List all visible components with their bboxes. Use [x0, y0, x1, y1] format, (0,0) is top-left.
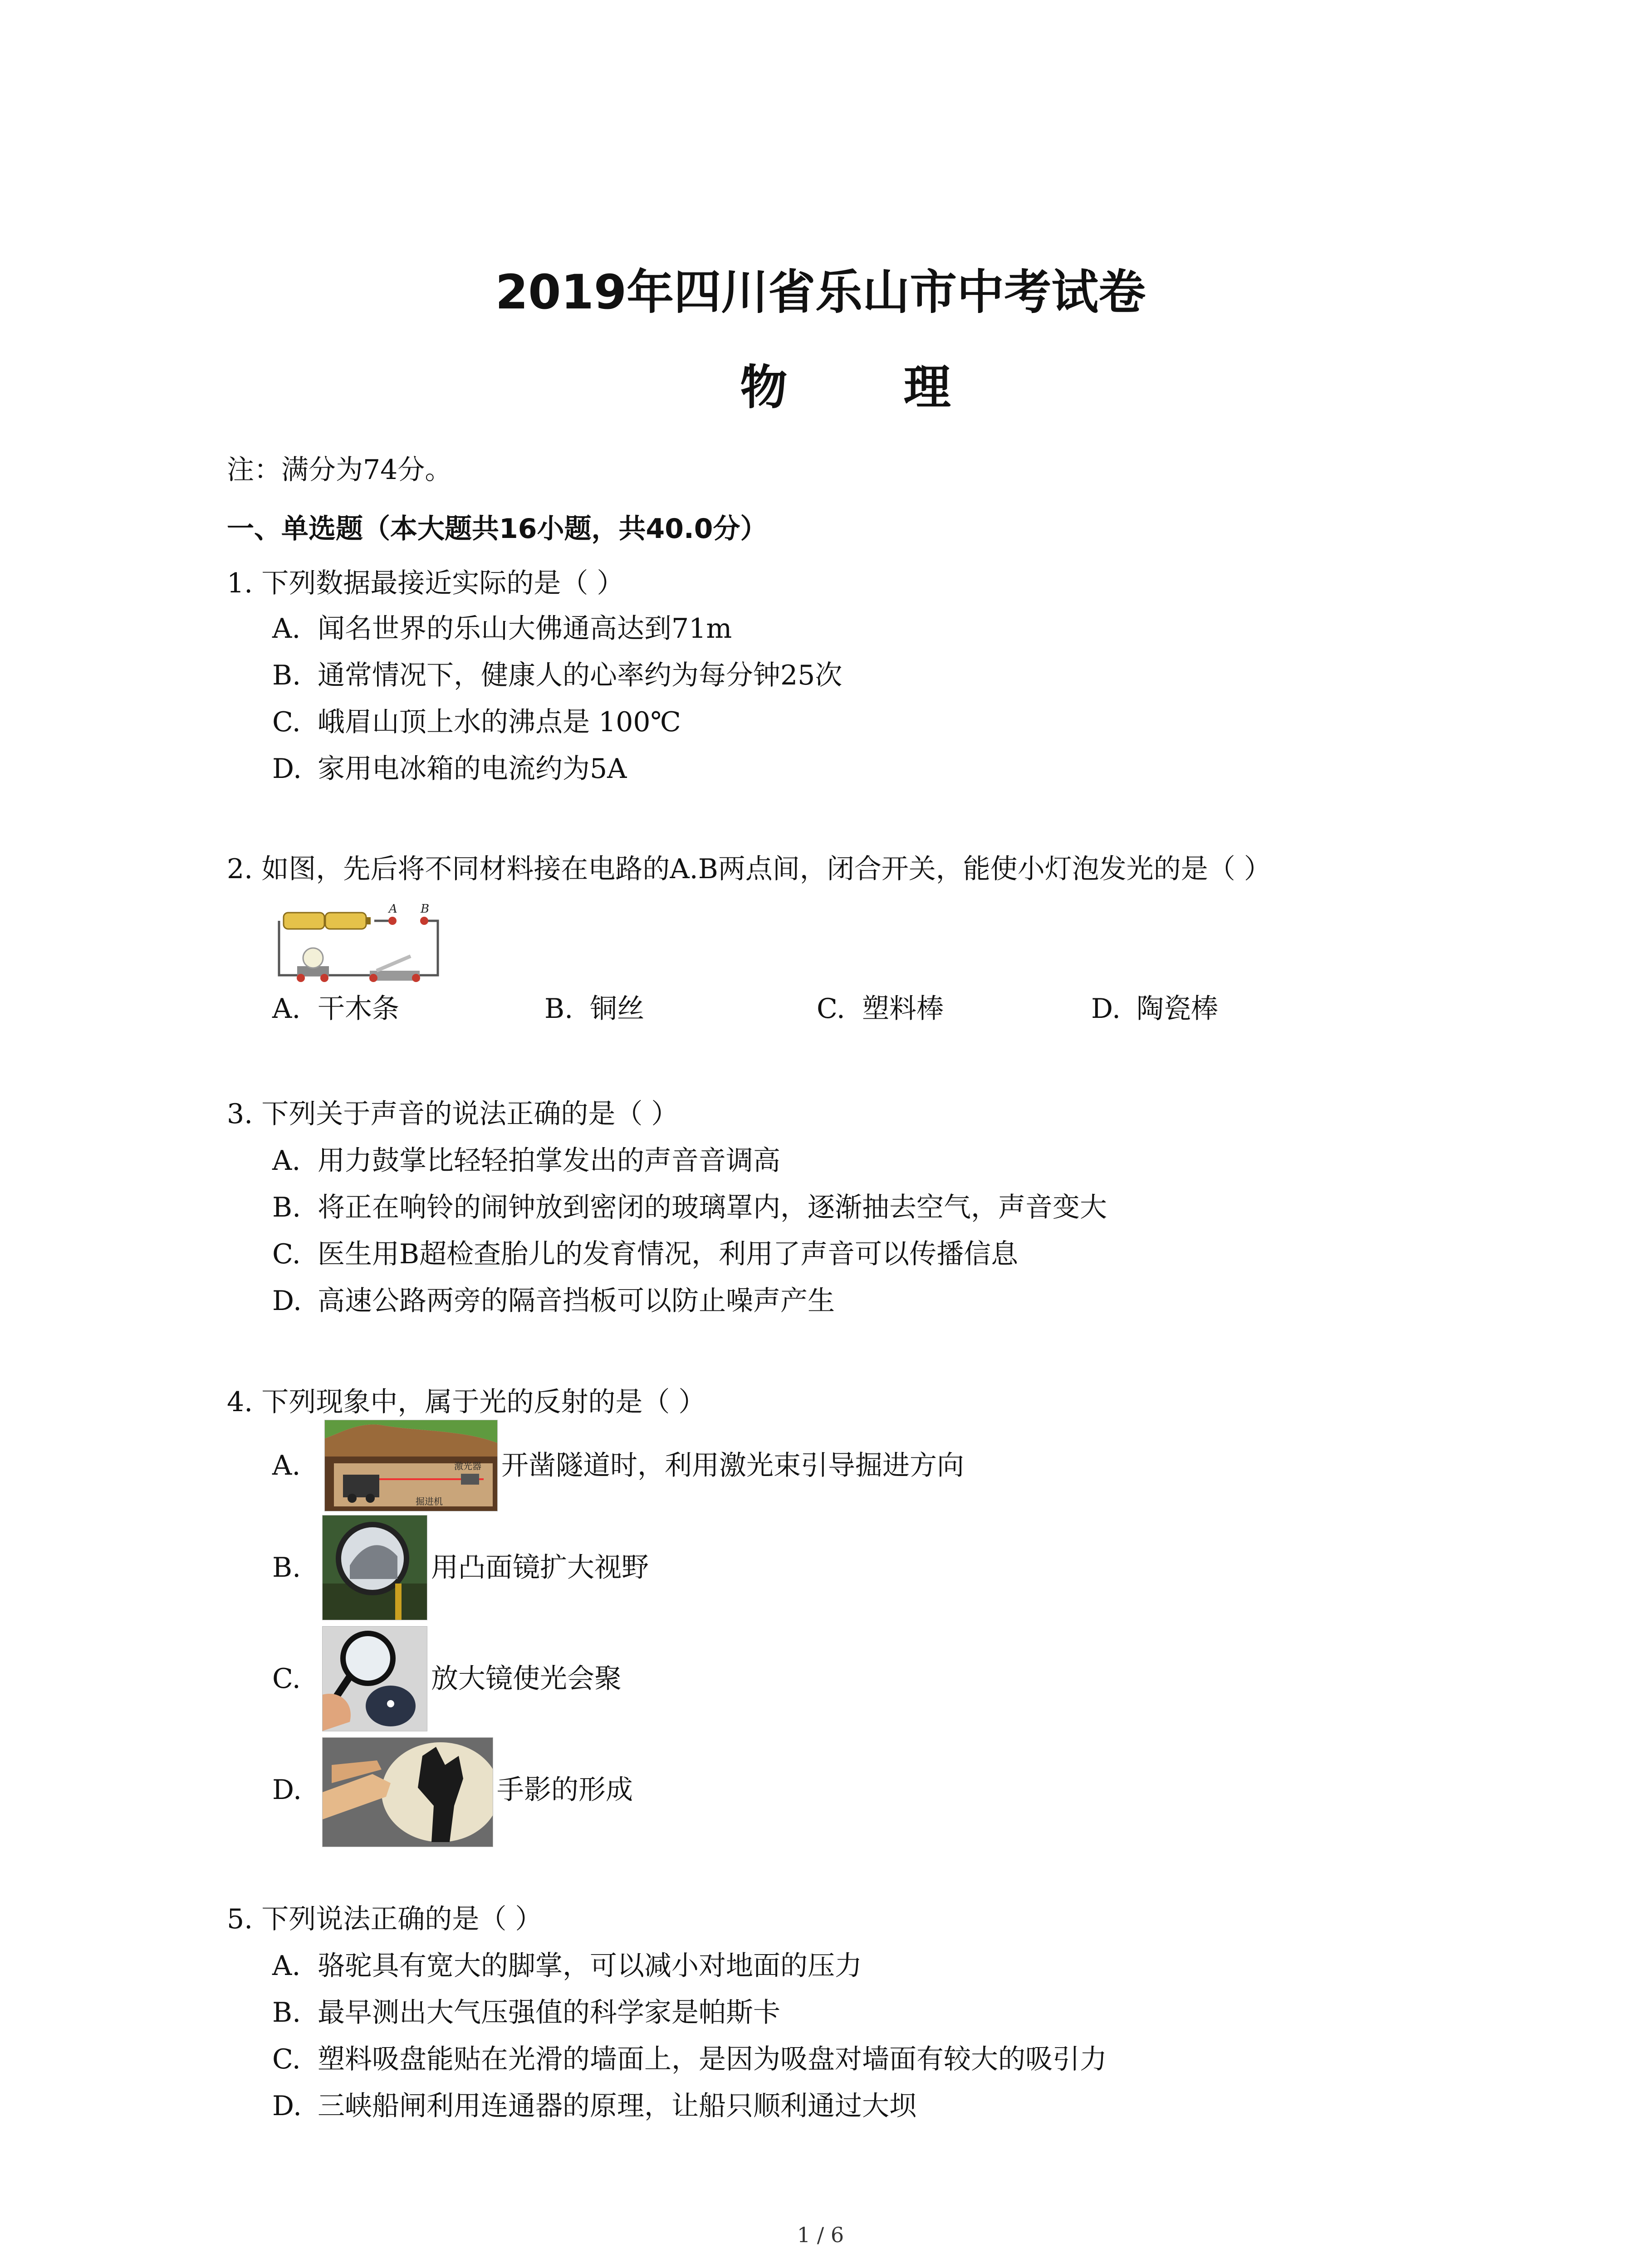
question-3-option-b — [272, 1191, 1107, 1224]
option-label: B. — [272, 1997, 301, 2028]
tunnel-laser-image — [324, 1420, 498, 1511]
question-4-option-b-label: B. — [272, 1552, 301, 1584]
option-label: A. — [272, 993, 301, 1025]
question-2-option-d — [1091, 992, 1218, 1025]
question-3-stem: 3. 下列关于声音的说法正确的是（ ） — [227, 1098, 679, 1130]
option-label: C. — [272, 2043, 301, 2075]
option-text: 将正在响铃的闹钟放到密闭的玻璃罩内，逐渐抽去空气，声音变大 — [318, 1192, 1107, 1223]
option-text: 塑料吸盘能贴在光滑的墙面上，是因为吸盘对墙面有较大的吸引力 — [318, 2043, 1107, 2075]
option-text: 骆驼具有宽大的脚掌，可以减小对地面的压力 — [318, 1950, 862, 1982]
option-label: C. — [272, 1238, 301, 1270]
hand-shadow-image — [322, 1737, 493, 1847]
question-5-option-d — [272, 2090, 916, 2122]
question-4-option-c-text: 放大镜使光会聚 — [431, 1663, 622, 1695]
option-text: 峨眉山顶上水的沸点是 100℃ — [318, 706, 681, 738]
question-4-option-a-text: 开凿隧道时，利用激光束引导掘进方向 — [501, 1450, 964, 1481]
convex-mirror-image — [322, 1515, 427, 1620]
score-note: 注：满分为74分。 — [227, 454, 452, 486]
terminal-b-label: B — [421, 903, 430, 916]
option-text: 最早测出大气压强值的科学家是帕斯卡 — [318, 1997, 780, 2028]
option-text: 闻名世界的乐山大佛通高达到71m — [318, 613, 732, 645]
question-1-option-d — [272, 753, 627, 785]
terminal-a-label: A — [389, 903, 397, 916]
laser-label: 激光器 — [454, 1461, 481, 1471]
option-text: 铜丝 — [590, 993, 644, 1025]
question-2-option-c — [817, 992, 944, 1025]
option-label: B. — [544, 993, 573, 1025]
option-text: 通常情况下，健康人的心率约为每分钟25次 — [318, 660, 843, 691]
question-5-option-b — [272, 1996, 780, 2029]
option-label: A. — [272, 1145, 301, 1177]
option-label: B. — [272, 1192, 301, 1223]
section-heading: 一、单选题（本大题共16小题，共40.0分） — [227, 513, 768, 545]
option-label: B. — [272, 660, 301, 691]
option-text: 陶瓷棒 — [1136, 993, 1218, 1025]
question-4-option-b-text: 用凸面镜扩大视野 — [431, 1552, 649, 1584]
question-2-option-a — [272, 992, 399, 1025]
option-label: A. — [272, 613, 301, 645]
question-1-option-a — [272, 612, 732, 645]
question-3-option-a — [272, 1144, 780, 1177]
option-label: A. — [272, 1950, 301, 1982]
magnifier-image — [322, 1626, 427, 1731]
option-label: C. — [817, 993, 845, 1025]
question-5-option-a — [272, 1950, 862, 1982]
option-text: 干木条 — [318, 993, 399, 1025]
question-4-option-c-label: C. — [272, 1663, 301, 1695]
page-number: 1 / 6 — [797, 2223, 844, 2247]
subject-title: 物 理 — [740, 360, 1001, 415]
option-text: 家用电冰箱的电流约为5A — [318, 753, 627, 785]
option-text: 三峡船闸利用连通器的原理，让船只顺利通过大坝 — [318, 2090, 916, 2122]
option-text: 医生用B超检查胎儿的发育情况，利用了声音可以传播信息 — [318, 1238, 1019, 1270]
question-1-stem: 1. 下列数据最接近实际的是（ ） — [227, 567, 624, 599]
question-3-option-d — [272, 1285, 835, 1317]
option-label: D. — [272, 753, 302, 785]
question-4-option-a-label: A. — [272, 1450, 301, 1481]
option-text: 高速公路两旁的隔音挡板可以防止噪声产生 — [318, 1285, 835, 1317]
option-text: 用力鼓掌比轻轻拍掌发出的声音音调高 — [318, 1145, 780, 1177]
question-4-stem: 4. 下列现象中，属于光的反射的是（ ） — [227, 1386, 706, 1418]
question-5-option-c — [272, 2043, 1107, 2076]
option-label: D. — [272, 2090, 302, 2122]
question-5-stem: 5. 下列说法正确的是（ ） — [227, 1903, 543, 1935]
boring-machine-label: 掘进机 — [416, 1496, 443, 1507]
question-1-option-b — [272, 659, 842, 692]
option-label: C. — [272, 706, 301, 738]
question-2-stem: 2. 如图，先后将不同材料接在电路的A.B两点间，闭合开关，能使小灯泡发光的是（ ） — [227, 853, 1271, 885]
circuit-diagram — [270, 903, 456, 989]
question-4-option-d-text: 手影的形成 — [497, 1774, 633, 1806]
question-1-option-c — [272, 706, 681, 738]
option-label: D. — [272, 1285, 302, 1317]
question-2-option-b — [544, 992, 644, 1025]
exam-title: 2019年四川省乐山市中考试卷 — [495, 264, 1146, 320]
question-4-option-d-label: D. — [272, 1774, 302, 1806]
question-3-option-c — [272, 1238, 1018, 1271]
option-text: 塑料棒 — [862, 993, 944, 1025]
option-label: D. — [1091, 993, 1121, 1025]
